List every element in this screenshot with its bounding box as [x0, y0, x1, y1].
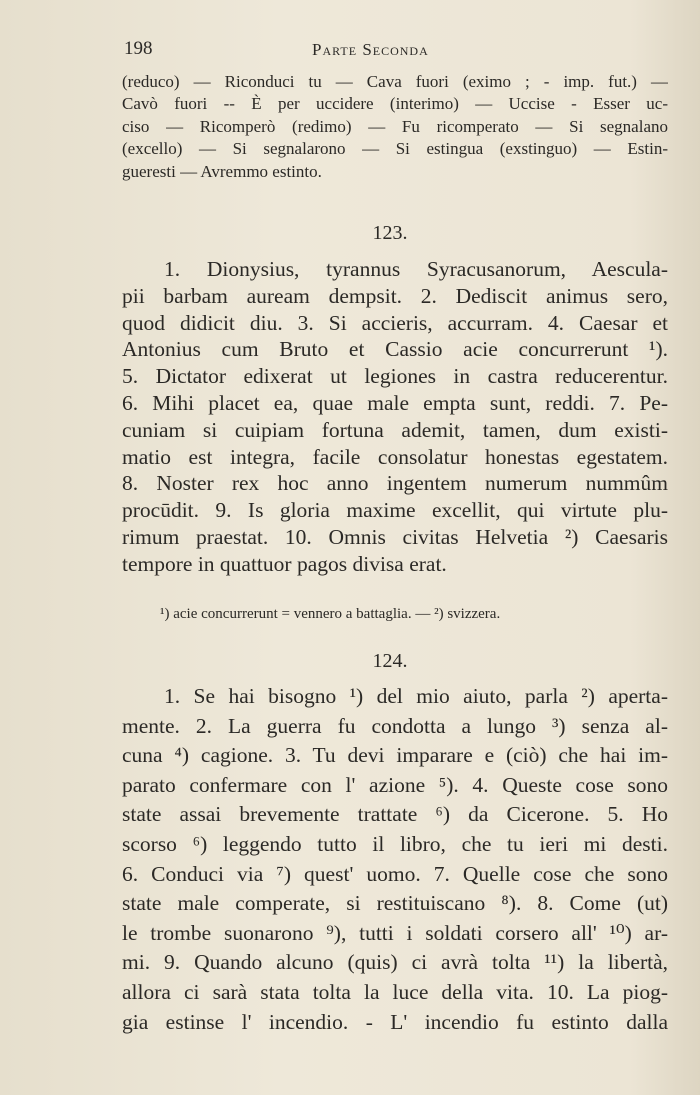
text-line: state male comperate, si restituiscano ⁸). 8. Come (ut): [122, 891, 668, 916]
text-line: scorso ⁶) leggendo tutto il libro, che tu ieri mi desti.: [122, 831, 668, 856]
text-line: 5. Dictator edixerat ut legiones in castra reducerentur.: [122, 364, 668, 389]
running-header: Parte Seconda: [312, 40, 429, 59]
text-line: 1. Se hai bisogno ¹) del mio aiuto, parla ²) aperta-: [164, 684, 668, 708]
text-line: (excello) — Si segnalarono — Si estingua (exstinguo) — Estin-: [122, 139, 668, 159]
text-line: parato confermare con l' azione ⁵). 4. Queste cose sono: [122, 772, 668, 797]
text-line: cuniam si cuipiam fortuna ademit, tamen, dum existi-: [122, 417, 668, 442]
text-line: cuna ⁴) cagione. 3. Tu devi imparare e (ciò) che hai im-: [122, 743, 668, 768]
text-line: quod didicit diu. 3. Si accieris, accurram. 4. Caesar et: [122, 310, 668, 335]
text-line: Antonius cum Bruto et Cassio acie concurrerunt ¹).: [122, 337, 668, 362]
exercise-124: [122, 682, 668, 1037]
text-line: ciso — Ricomperò (redimo) — Fu ricomperato — Si segnalano: [122, 116, 668, 136]
page-number: 198: [124, 38, 153, 59]
text-line: le trombe suonarono ⁹), tutti i soldati corsero all' ¹⁰) ar-: [122, 920, 668, 945]
text-line: procūdit. 9. Is gloria maxime excellit, qui virtute plu-: [122, 498, 668, 523]
text-line: (reduco) — Riconduci tu — Cava fuori (eximo ; - imp. fut.) —: [122, 72, 668, 91]
text-line: allora ci sarà stata tolta la luce della vita. 10. La piog-: [122, 979, 668, 1004]
section-number-124: 124.: [372, 650, 408, 672]
text-line: tempore in quattuor pagos divisa erat.: [122, 551, 447, 576]
exercise-123: [122, 256, 668, 578]
section-number-123: 123.: [372, 222, 408, 244]
text-line: 6. Conduci via ⁷) quest' uomo. 7. Quelle cose che sono: [122, 861, 668, 886]
text-line: 8. Noster rex hoc anno ingentem numerum nummûm: [122, 471, 668, 496]
text-line: rimum praestat. 10. Omnis civitas Helvetia ²) Caesaris: [122, 524, 668, 549]
footnote-123: ¹) acie concurrerunt = vennero a battaglia. — ²) svizzera.: [160, 606, 501, 622]
text-line: Cavò fuori -- È per uccidere (interimo) — Uccise - Esser uc-: [122, 94, 668, 114]
text-line: 1. Dionysius, tyrannus Syracusanorum, Aescula-: [164, 257, 668, 281]
text-line: state assai brevemente trattate ⁶) da Cicerone. 5. Ho: [122, 802, 668, 827]
text-line: matio est integra, facile consolatur honestas egestatem.: [122, 444, 668, 469]
intro-paragraph: [122, 71, 668, 183]
text-line: mente. 2. La guerra fu condotta a lungo ³) senza al-: [122, 713, 668, 738]
text-line: gueresti — Avremmo estinto.: [122, 161, 322, 181]
text-line: 6. Mihi placet ea, quae male empta sunt, reddi. 7. Pe-: [122, 390, 668, 415]
text-line: mi. 9. Quando alcuno (quis) ci avrà tolta ¹¹) la libertà,: [122, 950, 668, 975]
text-line: gia estinse l' incendio. - L' incendio fu estinto dalla: [122, 1009, 668, 1034]
text-line: pii barbam auream dempsit. 2. Dediscit animus sero,: [122, 283, 668, 308]
